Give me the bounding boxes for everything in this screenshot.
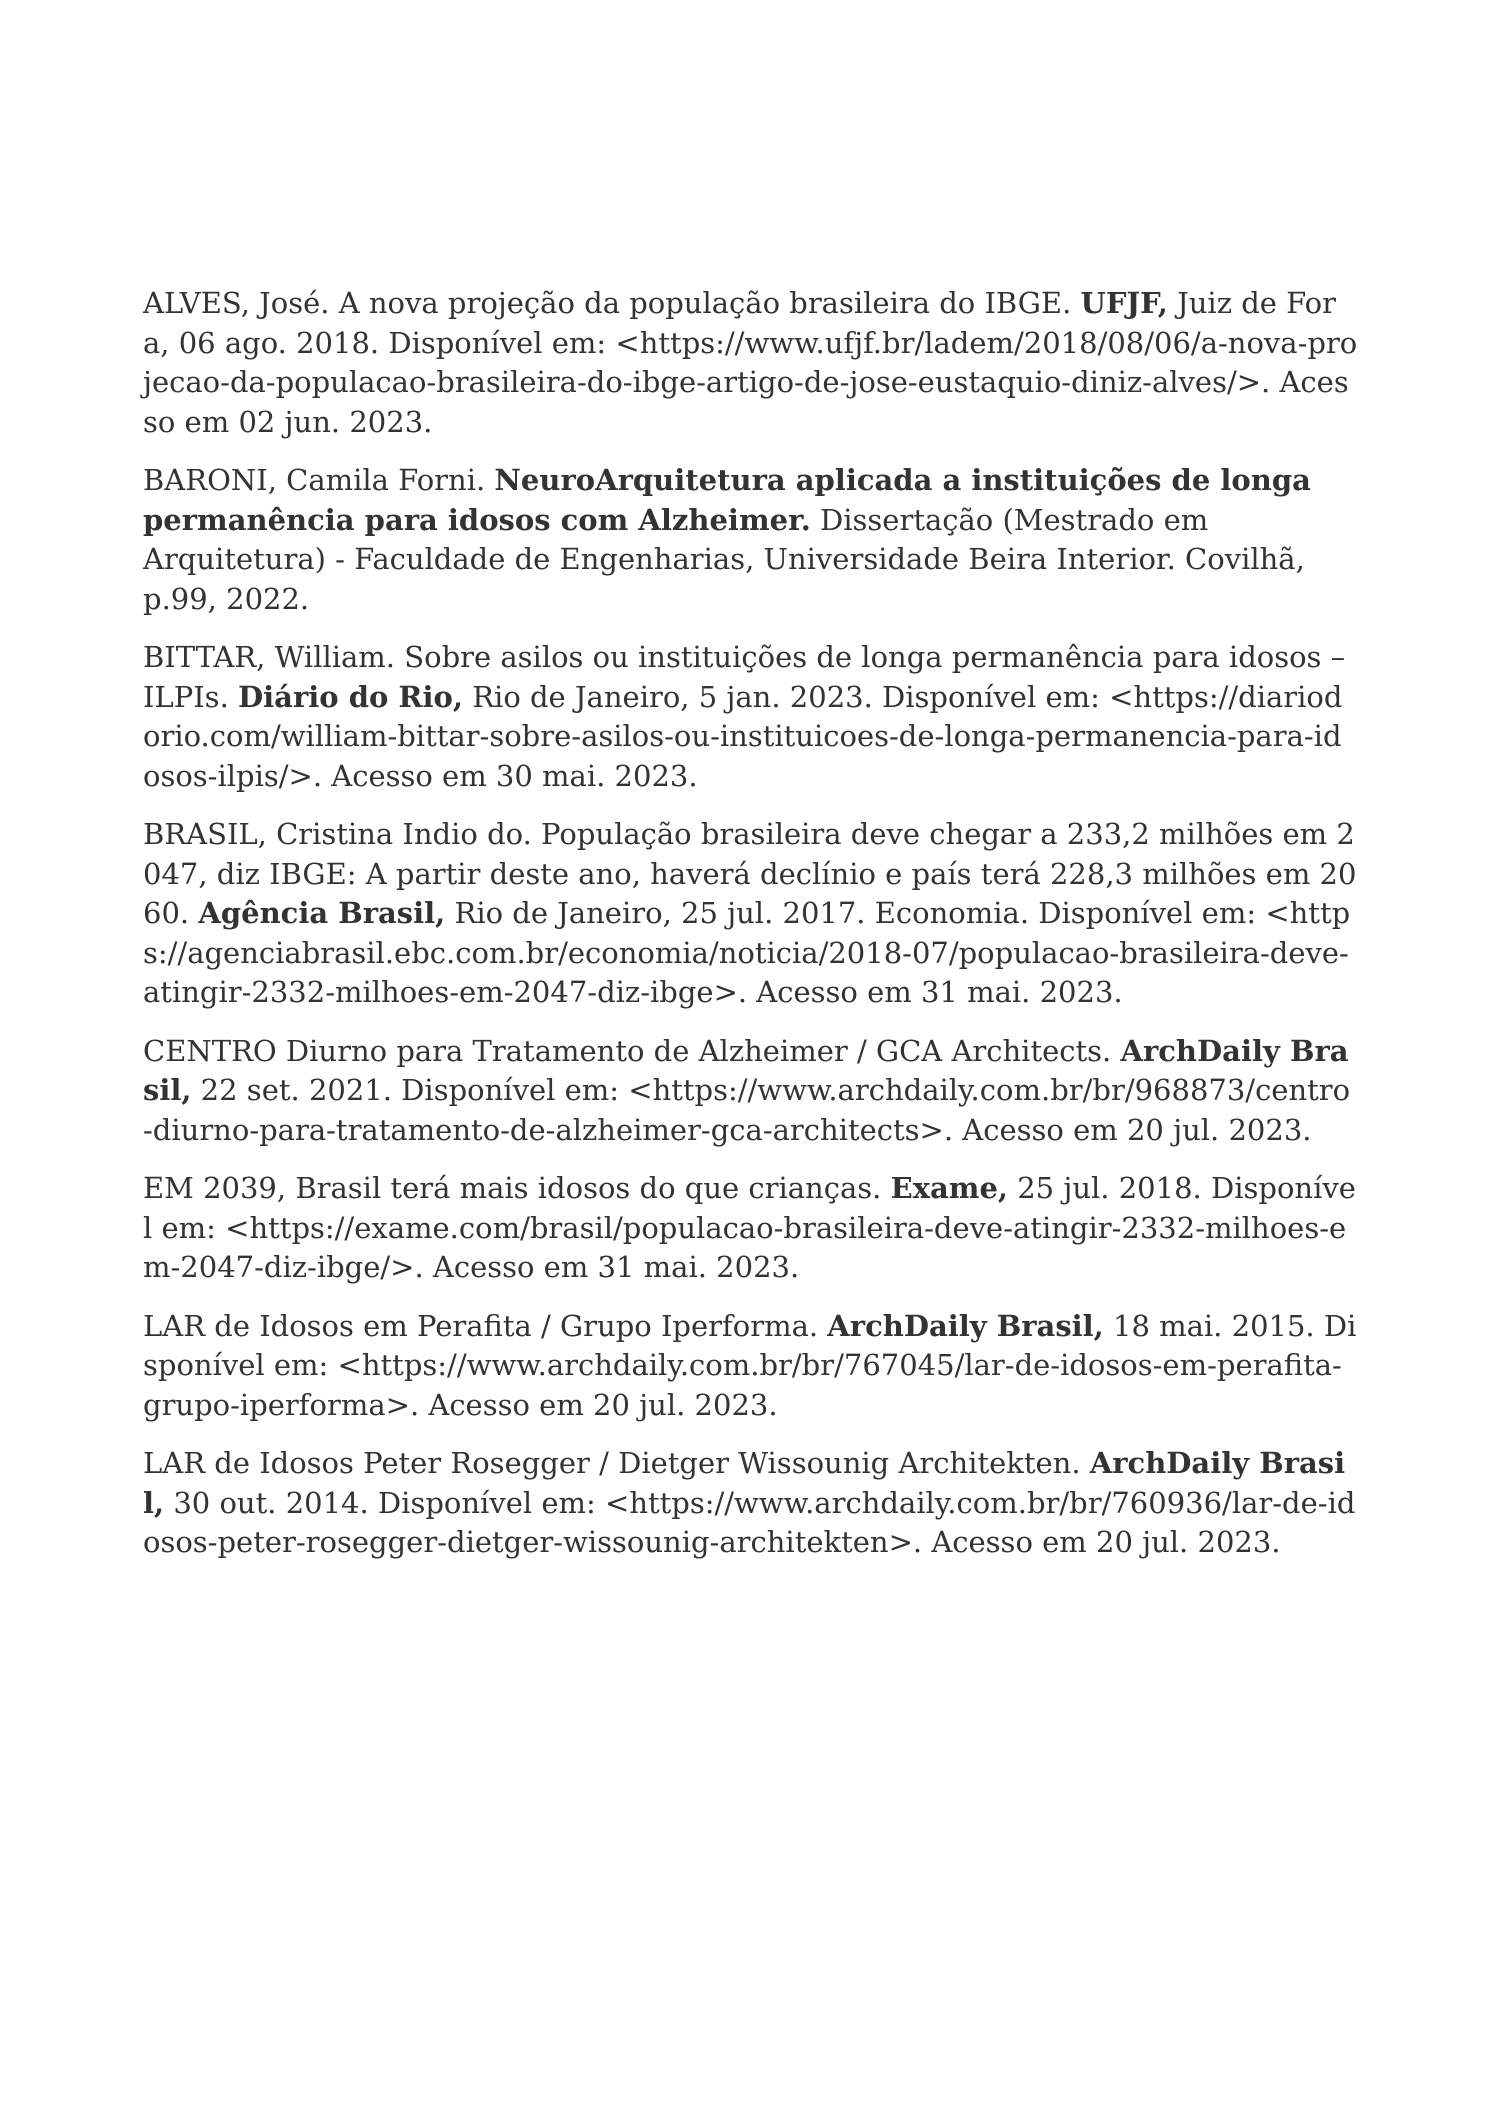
- reference-text: LAR de Idosos em Perafita / Grupo Iperforma.: [143, 1308, 828, 1343]
- reference-url: <https://www.archdaily.com.br/br/767045/lar-de-idosos-em-perafita-grupo-iperforma>: [143, 1348, 1342, 1422]
- reference-entry: [143, 638, 1358, 796]
- reference-entry: [143, 1032, 1358, 1151]
- reference-text: 25 jul. 2018. Disponível em:: [143, 1171, 1356, 1245]
- reference-access-date: . Acesso em 02 jun. 2023.: [143, 365, 1349, 439]
- reference-source-title: Diário do Rio,: [238, 679, 463, 714]
- reference-entry: [143, 1444, 1358, 1563]
- reference-url: <https://www.archdaily.com.br/br/968873/centro-diurno-para-tratamento-de-alzheimer-gca-architects>: [143, 1073, 1351, 1147]
- reference-text: ALVES, José. A nova projeção da população brasileira do IBGE.: [143, 286, 1081, 320]
- reference-entry: [143, 1307, 1358, 1426]
- reference-access-date: . Acesso em 31 mai. 2023.: [737, 975, 1123, 1009]
- reference-text: BITTAR, William. Sobre asilos ou instituições de longa permanência para idosos – ILPIs.: [143, 640, 1346, 714]
- reference-source-title: ArchDaily Brasil,: [827, 1308, 1104, 1343]
- reference-list: [143, 284, 1358, 1582]
- reference-text: CENTRO Diurno para Tratamento de Alzheimer / GCA Architects.: [143, 1033, 1121, 1068]
- reference-url: <https://www.archdaily.com.br/br/760936/lar-de-idosos-peter-rosegger-dietger-wissounig-architekten>: [143, 1485, 1356, 1559]
- reference-source-title: ArchDaily Brasil,: [143, 1033, 1349, 1107]
- reference-source-title: NeuroArquitetura aplicada a instituições de longa permanência para idosos com Alzheimer.: [143, 463, 1311, 537]
- reference-text: BARONI, Camila Forni.: [143, 463, 495, 497]
- reference-text: Rio de Janeiro, 25 jul. 2017. Economia. Disponível em:: [445, 896, 1266, 930]
- reference-source-title: ArchDaily Brasil,: [143, 1446, 1346, 1520]
- reference-url: <https://www.ufjf.br/ladem/2018/08/06/a-nova-projecao-da-populacao-brasileira-do-ibge-artigo-de-jose-eustaquio-diniz-alves/>: [143, 325, 1358, 399]
- reference-source-title: Agência Brasil,: [198, 896, 446, 930]
- reference-entry: [143, 461, 1358, 619]
- reference-text: EM 2039, Brasil terá mais idosos do que crianças.: [143, 1171, 891, 1205]
- reference-text: 22 set. 2021. Disponível em:: [191, 1073, 629, 1107]
- reference-url: <https://exame.com/brasil/populacao-brasileira-deve-atingir-2332-milhoes-em-2047-diz-ibge/>: [143, 1210, 1347, 1284]
- reference-entry: [143, 815, 1358, 1013]
- reference-text: 30 out. 2014. Disponível em:: [164, 1485, 606, 1520]
- reference-entry: [143, 1169, 1358, 1288]
- reference-url: <https://diariodorio.com/william-bittar-sobre-asilos-ou-instituicoes-de-longa-permanencia-para-idosos-ilpis/>: [143, 679, 1343, 793]
- reference-access-date: . Acesso em 30 mai. 2023.: [312, 758, 698, 793]
- reference-text: Juiz de Fora, 06 ago. 2018. Disponível em:: [143, 286, 1337, 360]
- reference-source-title: Exame,: [890, 1171, 1009, 1205]
- reference-text: 18 mai. 2015. Disponível em:: [143, 1308, 1357, 1382]
- reference-source-title: UFJF,: [1080, 286, 1168, 320]
- reference-access-date: . Acesso em 31 mai. 2023.: [414, 1250, 800, 1284]
- reference-text: LAR de Idosos Peter Rosegger / Dietger Wissounig Architekten.: [143, 1446, 1090, 1480]
- reference-text: Dissertação (Mestrado em Arquitetura) - Faculdade de Engenharias, Universidade Beira Interior. Covilhã, p.99, 2022.: [143, 502, 1305, 616]
- reference-access-date: . Acesso em 20 jul. 2023.: [943, 1112, 1312, 1147]
- reference-url: <https://agenciabrasil.ebc.com.br/economia/noticia/2018-07/populacao-brasileira-deve-atingir-2332-milhoes-em-2047-diz-ibge>: [143, 896, 1351, 1009]
- reference-entry: [143, 284, 1358, 442]
- reference-access-date: . Acesso em 20 jul. 2023.: [409, 1387, 778, 1422]
- reference-text: Rio de Janeiro, 5 jan. 2023. Disponível em:: [462, 679, 1110, 714]
- reference-access-date: . Acesso em 20 jul. 2023.: [912, 1525, 1281, 1559]
- reference-text: BRASIL, Cristina Indio do. População brasileira deve chegar a 233,2 milhões em 2047, diz IBGE: A partir deste ano, haverá declínio e país terá 228,3 milhões em 2060.: [143, 817, 1357, 930]
